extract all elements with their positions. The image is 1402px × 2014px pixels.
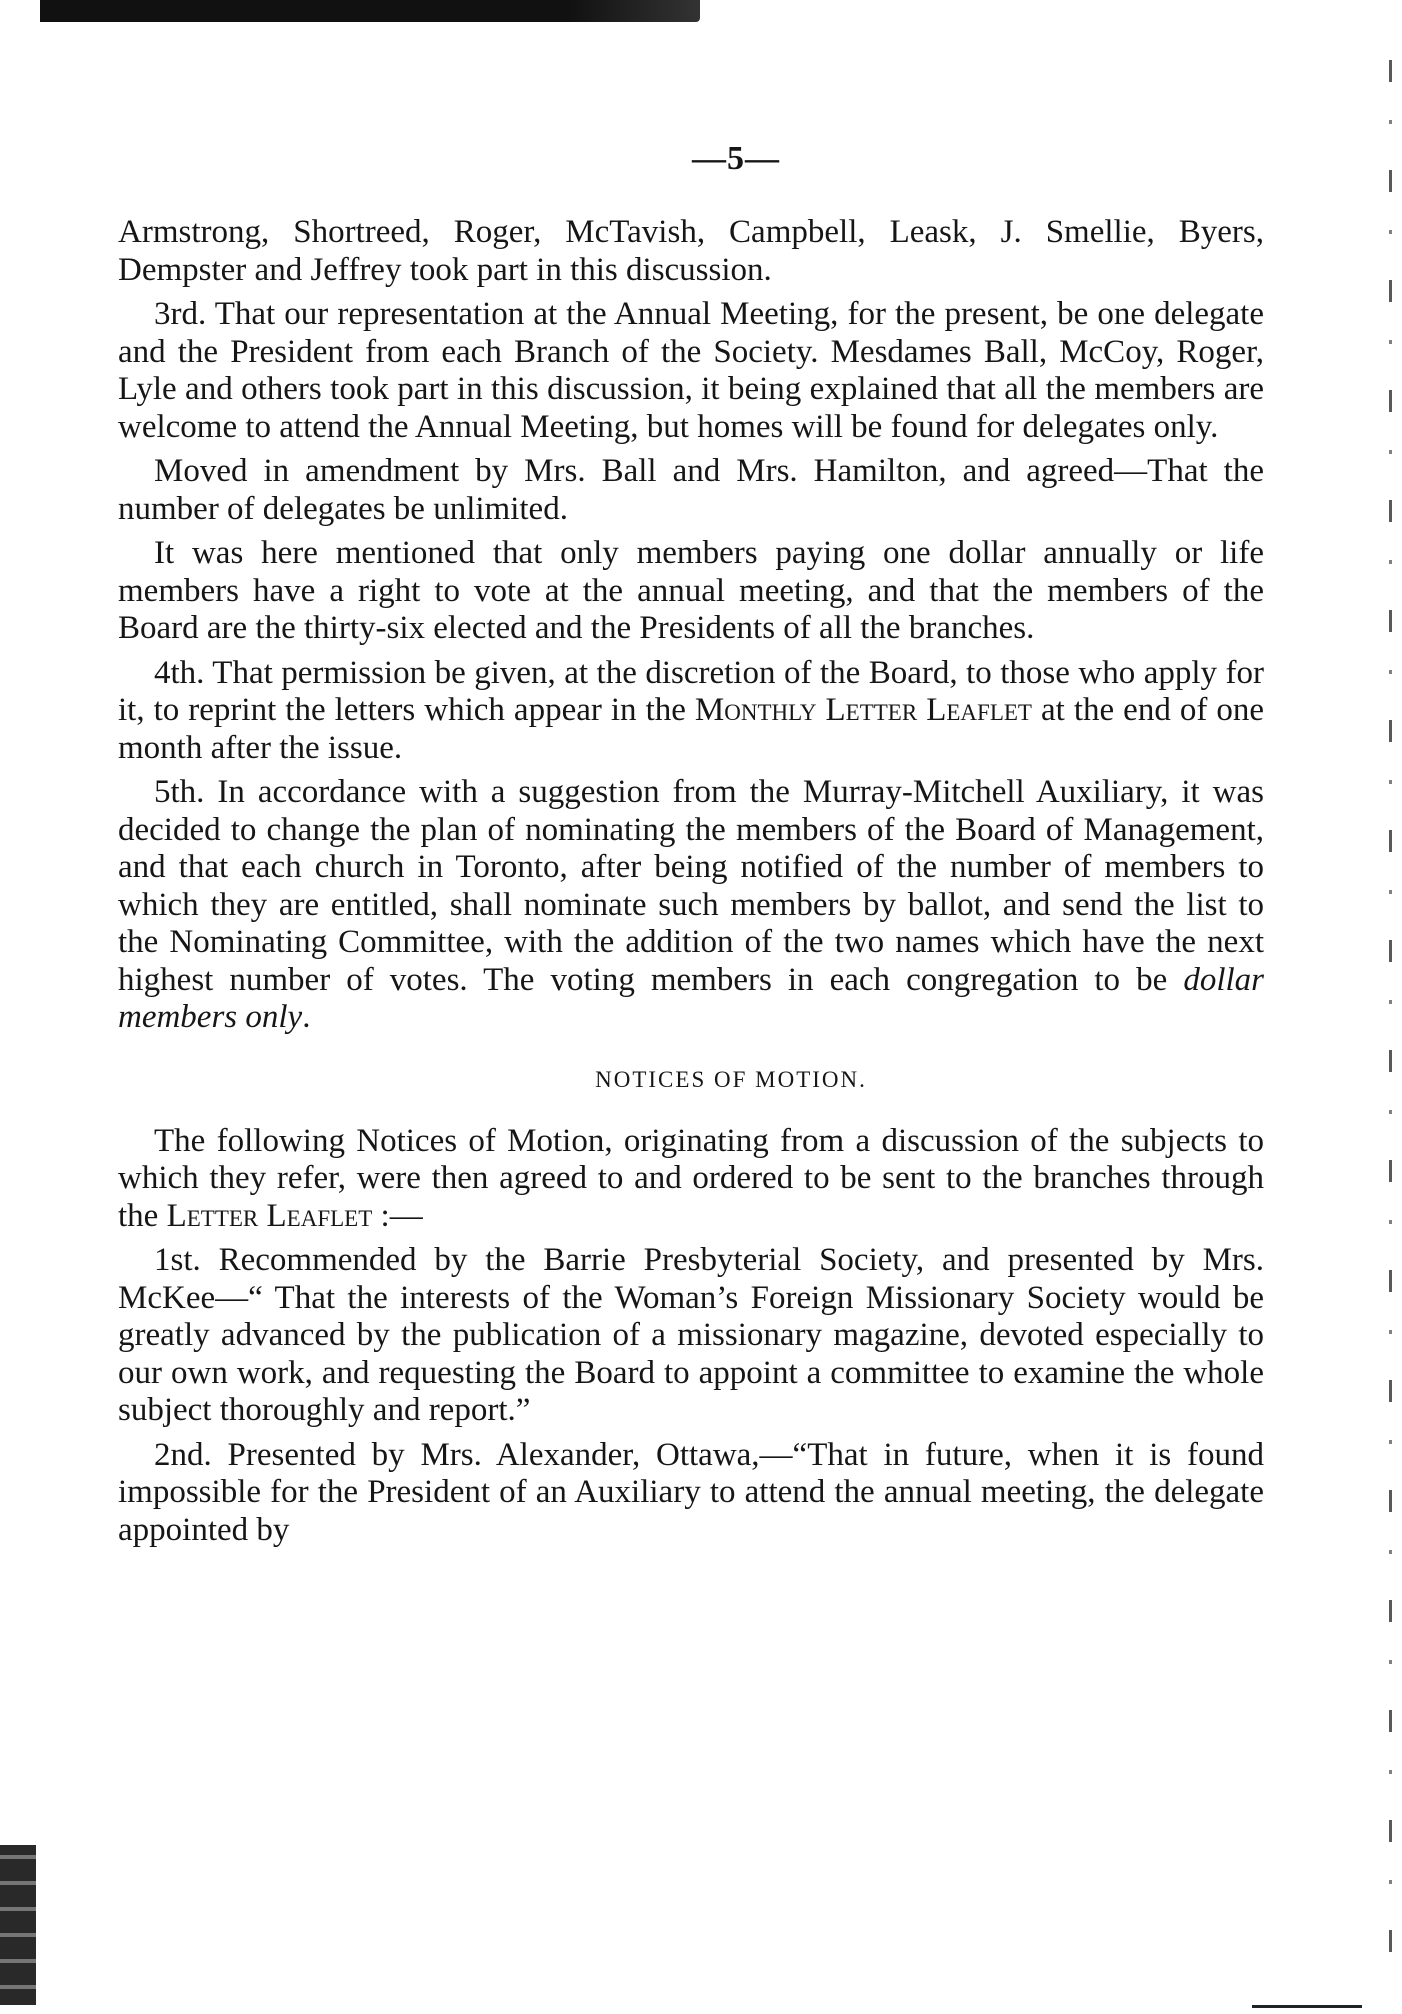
paragraph-participants: Armstrong, Shortreed, Roger, McTavish, Campbell, Leask, J. Smellie, Byers, Dempster and Jeffrey took part in this discussion. — [118, 214, 1264, 288]
paragraph-text: The following Notices of Motion, originating from a discussion of the subjects to which they refer, were then agreed to and ordered to be sent to the branches through the — [118, 1122, 1264, 1234]
paragraph-text: at the end of one month after the issue. — [118, 692, 1264, 766]
scan-border-right — [1389, 60, 1392, 1980]
emphasis-text: dollar members only — [118, 961, 1264, 1035]
section-heading: NOTICES OF MOTION. — [595, 1066, 867, 1092]
paragraph-resolution-4th — [118, 655, 1264, 768]
scan-border-top — [40, 0, 700, 22]
paragraph-text: . — [302, 999, 311, 1035]
paragraph-text: 4th. That permission be given, at the discretion of the Board, to those who apply for it, to reprint the letters which appear in the — [118, 654, 1264, 728]
scan-border-left — [0, 1845, 36, 2005]
page-number: —5— — [692, 140, 780, 177]
paragraph-notices-intro — [118, 1123, 1264, 1236]
paragraph-voting-note: It was here mentioned that only members paying one dollar annually or life members have a right to vote at the annual meeting, and that the members of the Board are the thirty-six elected and the Presidents of all the branches. — [118, 535, 1264, 646]
document-page — [118, 140, 1264, 1556]
paragraph-notice-2nd: 2nd. Presented by Mrs. Alexander, Ottawa,—“That in future, when it is found impossible for the President of an Auxiliary to attend the annual meeting, the delegate appointed by — [118, 1436, 1264, 1548]
paragraph-text: 5th. In accordance with a suggestion from the Murray-Mitchell Auxiliary, it was decided to change the plan of nominating the members of the Board of Management, and that each church in Toronto, after being notified of the number of members to which they are entitled, shall nominate such members by ballot, and send the list to the Nominating Committee, with the addition of the two names which have the next highest number of votes. The voting members in each congregation to be — [118, 774, 1264, 998]
paragraph-text: :— — [372, 1197, 423, 1234]
paragraph-resolution-5th — [118, 774, 1264, 1037]
paragraph-amendment: Moved in amendment by Mrs. Ball and Mrs. Hamilton, and agreed—That the number of delegates be unlimited. — [118, 453, 1264, 527]
publication-title: Letter Leaflet — [166, 1197, 373, 1234]
paragraph-resolution-3rd: 3rd. That our representation at the Annual Meeting, for the present, be one delegate and the President from each Branch of the Society. Mesdames Ball, McCoy, Roger, Lyle and others took part in this discussion, it being explained that all the members are welcome to attend the Annual Meeting, but homes will be found for delegates only. — [118, 296, 1264, 445]
publication-title: Monthly Letter Leaflet — [694, 692, 1032, 728]
scan-border-bottom — [1252, 2005, 1362, 2008]
paragraph-notice-1st: 1st. Recommended by the Barrie Presbyterial Society, and presented by Mrs. McKee—“ That the interests of the Woman’s Foreign Missionary Society would be greatly advanced by the publication of a missionary magazine, devoted especially to our own work, and requesting the Board to appoint a committee to examine the whole subject thoroughly and report.” — [118, 1242, 1264, 1428]
